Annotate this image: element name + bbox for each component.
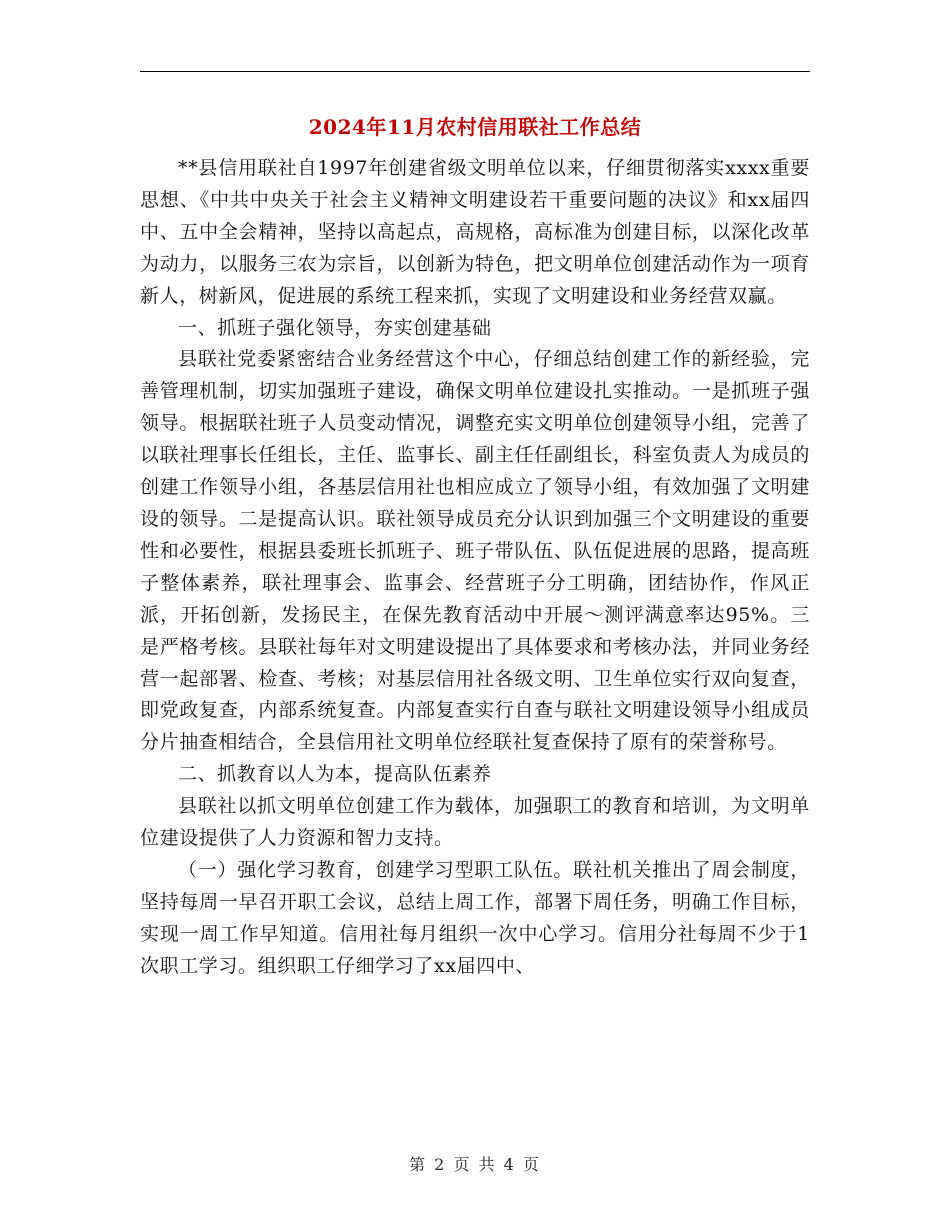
section-1-paragraph: 县联社党委紧密结合业务经营这个中心，仔细总结创建工作的新经验，完善管理机制，切实加强班子建设，确保文明单位建设扎实推动。一是抓班子强领导。根据联社班子人员变动情况，调整充实文明单位创建领导小组，完善了以联社理事长任组长，主任、监事长、副主任任副组长，科室负责人为成员的创建工作领导小组，各基层信用社也相应成立了领导小组，有效加强了文明建设的领导。二是提高认识。联社领导成员充分认识到加强三个文明建设的重要性和必要性，根据县委班长抓班子、班子带队伍、队伍促进展的思路，提高班子整体素养，联社理事会、监事会、经营班子分工明确，团结协作，作风正派，开拓创新，发扬民主，在保先教育活动中开展～测评满意率达95%。三是严格考核。县联社每年对文明建设提出了具体要求和考核办法，并同业务经营一起部署、检查、考核；对基层信用社各级文明、卫生单位实行双向复查，即党政复查，内部系统复查。内部复查实行自查与联社文明建设领导小组成员分片抽查相结合，全县信用社文明单位经联社复查保持了原有的荣誉称号。: [140, 348, 810, 754]
section-heading-1: 一、抓班子强化领导，夯实创建基础: [178, 316, 492, 339]
page-number-footer: 第 2 页 共 4 页: [409, 1155, 541, 1174]
document-body: [140, 153, 810, 983]
subsection-1-paragraph: （一）强化学习教育，创建学习型职工队伍。联社机关推出了周会制度，坚持每周一早召开职工会议，总结上周工作，部署下周任务，明确工作目标，实现一周工作早知道。信用社每月组织一次中心学习。信用分社每周不少于1次职工学习。组织职工仔细学习了xx届四中、: [140, 858, 810, 977]
section-heading-2: 二、抓教育以人为本，提高队伍素养: [178, 763, 492, 786]
section-2-paragraph: 县联社以抓文明单位创建工作为载体，加强职工的教育和培训，为文明单位建设提供了人力资源和智力支持。: [140, 795, 810, 850]
header-rule: [140, 71, 810, 72]
intro-paragraph: **县信用联社自1997年创建省级文明单位以来，仔细贯彻落实xxxx重要思想、《中共中央关于社会主义精神文明建设若干重要问题的决议》和xx届四中、五中全会精神，坚持以高起点，高规格，高标准为创建目标，以深化改革为动力，以服务三农为宗旨，以创新为特色，把文明单位创建活动作为一项育新人，树新风，促进展的系统工程来抓，实现了文明建设和业务经营双赢。: [140, 157, 810, 307]
document-title: 2024年11月农村信用联社工作总结: [308, 115, 642, 139]
